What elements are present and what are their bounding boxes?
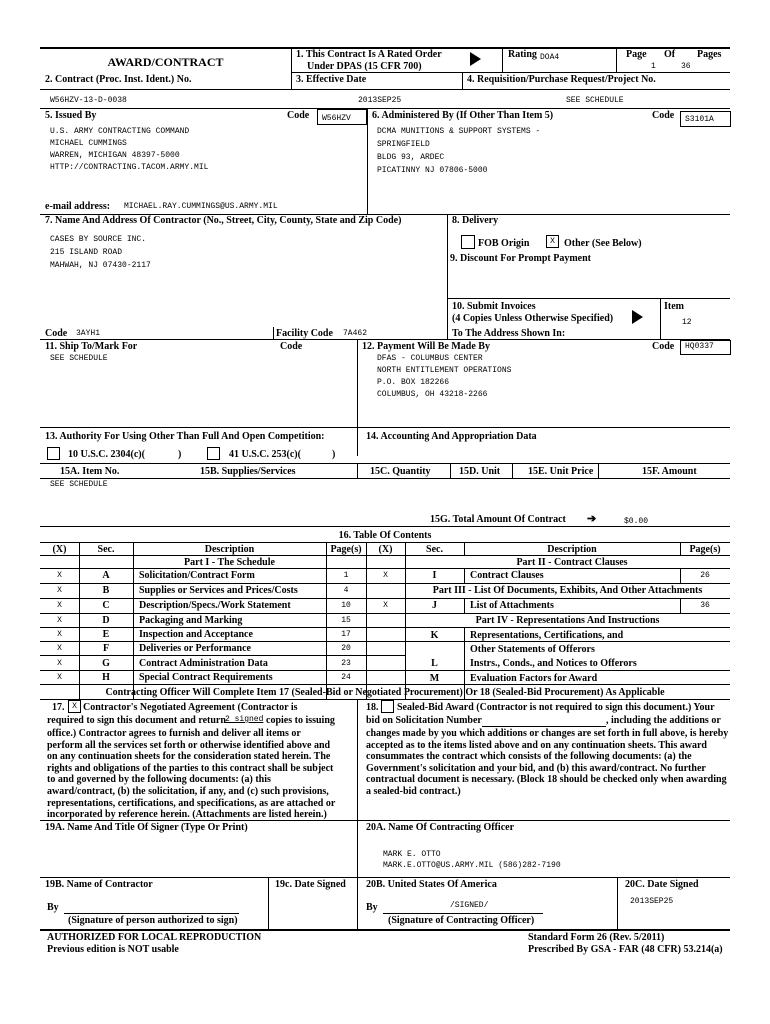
toc-pages: 36 xyxy=(700,601,710,610)
toc-part-4: Part IV - Representations And Instructions xyxy=(475,615,660,626)
fob-origin-label: FOB Origin xyxy=(478,238,530,249)
toc-desc: Packaging and Marking xyxy=(139,615,243,626)
contract-no-label: 2. Contract (Proc. Inst. Ident.) No. xyxy=(45,74,192,85)
payment-code: HQ0337 xyxy=(685,342,714,351)
toc-desc: Contract Administration Data xyxy=(139,658,268,669)
negotiated-agreement-text: to and governed by the following documents: (a) this xyxy=(47,774,271,786)
negotiated-agreement-text: perform all the services set forth or otherwise identified above and xyxy=(47,739,331,751)
issued-by-label: 5. Issued By xyxy=(45,110,97,121)
authority-label: 13. Authority For Using Other Than Full And Open Competition: xyxy=(45,431,325,442)
toc-part-2: Part II - Contract Clauses xyxy=(516,557,628,568)
toc-x-mark: X xyxy=(57,586,62,595)
toc-sec: L xyxy=(431,658,438,669)
contractor-code: 3AYH1 xyxy=(76,329,101,338)
toc-sec: I xyxy=(432,570,437,581)
toc-desc: Other Statements of Offerors xyxy=(470,644,595,655)
requisition-label: 4. Requisition/Purchase Request/Project No. xyxy=(467,74,656,85)
administered-by-line: PICATINNY NJ 07806-5000 xyxy=(377,166,488,175)
toc-sec: C xyxy=(102,600,110,611)
amount-header: 15F. Amount xyxy=(642,466,697,477)
authority-41usc-label: 41 U.S.C. 253(c)( xyxy=(229,449,301,460)
toc-col-desc: Description xyxy=(547,544,597,555)
sealed-bid-text: a sealed-bid contract.) xyxy=(366,786,461,797)
contractor-code-label: Code xyxy=(45,328,68,339)
toc-pages: 20 xyxy=(341,644,351,653)
sealed-bid-text: contractual document is necessary. (Block 18 should be checked only when awarding xyxy=(366,774,727,786)
ship-to-value: SEE SCHEDULE xyxy=(50,354,108,363)
ship-to-label: 11. Ship To/Mark For xyxy=(45,341,138,352)
toc-desc: Evaluation Factors for Award xyxy=(470,673,598,684)
facility-code: 7A462 xyxy=(343,329,368,338)
toc-x-mark: X xyxy=(57,571,62,580)
standard-form-id: Standard Form 26 (Rev. 5/2011) xyxy=(528,932,665,943)
toc-sec: M xyxy=(429,673,440,684)
toc-x-mark: X xyxy=(57,616,62,625)
toc-part-3: Part III - List Of Documents, Exhibits, And Other Attachments xyxy=(432,585,703,596)
toc-col-pages: Page(s) xyxy=(689,544,721,555)
rated-order-label: 1. This Contract Is A Rated Order xyxy=(296,49,442,60)
officer-signature-line xyxy=(383,913,543,914)
item-17-num: 17. xyxy=(52,702,65,713)
signer-name-label: 19A. Name And Title Of Signer (Type Or Print) xyxy=(45,822,248,833)
ship-to-code-label: Code xyxy=(280,341,303,352)
total-amount-label: 15G. Total Amount Of Contract xyxy=(430,514,566,525)
other-see-below-checkbox[interactable]: X xyxy=(546,235,559,248)
toc-title: 16. Table Of Contents xyxy=(338,530,432,541)
sealed-bid-text: Government's solicitation and your bid, and (b) this award/contract. No further xyxy=(366,762,706,774)
officer-signature-caption: (Signature of Contracting Officer) xyxy=(388,915,535,926)
toc-pages: 24 xyxy=(341,673,351,682)
toc-part-1: Part I - The Schedule xyxy=(184,557,275,568)
fob-origin-checkbox[interactable] xyxy=(461,235,475,249)
toc-desc: Solicitation/Contract Form xyxy=(139,570,255,581)
rated-order-sub: Under DPAS (15 CFR 700) xyxy=(307,61,422,72)
quantity-header: 15C. Quantity xyxy=(370,466,431,477)
supplies-header: 15B. Supplies/Services xyxy=(200,466,296,477)
toc-x-mark: X xyxy=(57,630,62,639)
supplies-value: SEE SCHEDULE xyxy=(50,480,108,489)
delivery-label: 8. Delivery xyxy=(452,215,499,226)
toc-sec: D xyxy=(102,615,110,626)
signed-copies-value: 2 signed xyxy=(225,715,264,724)
administered-by-label: 6. Administered By (If Other Than Item 5) xyxy=(372,110,554,121)
authority-10usc-close: ) xyxy=(178,449,182,460)
issued-by-line: U.S. ARMY CONTRACTING COMMAND xyxy=(50,127,190,136)
toc-pages: 4 xyxy=(343,586,349,595)
payment-code-label: Code xyxy=(652,341,675,352)
email-label: e-mail address: xyxy=(45,201,111,212)
toc-desc: Instrs., Conds., and Notices to Offerors xyxy=(470,658,637,669)
toc-sec: G xyxy=(102,658,110,669)
toc-col-pages: Page(s) xyxy=(330,544,362,555)
arrow-right-icon xyxy=(470,52,481,66)
negotiated-agreement-text: representations, certifications, and specifications, as are attached or xyxy=(47,797,336,809)
toc-desc: Inspection and Acceptance xyxy=(139,629,253,640)
contracting-officer-contact: MARK.E.OTTO@US.ARMY.MIL (586)282-7190 xyxy=(383,861,561,870)
sealed-bid-text: consummates the contract which consists of the following documents: (a) the xyxy=(366,751,692,763)
toc-desc: Representations, Certifications, and xyxy=(470,630,624,641)
arrow-right-icon xyxy=(632,310,643,324)
contractor-name-label: 19B. Name of Contractor xyxy=(45,879,153,890)
toc-sec: K xyxy=(430,630,439,641)
negotiated-agreement-text: rights and obligations of the parties to this contract shall be subject xyxy=(47,762,334,774)
contractor-date-label: 19c. Date Signed xyxy=(275,879,346,890)
authority-41usc-close: ) xyxy=(332,449,336,460)
total-amount-value: $0.00 xyxy=(624,517,649,526)
officer-signature-value: /SIGNED/ xyxy=(450,901,489,910)
toc-desc: Contract Clauses xyxy=(470,570,544,581)
authority-10usc-checkbox[interactable] xyxy=(47,447,60,460)
page-value: 1 xyxy=(651,62,656,71)
facility-code-label: Facility Code xyxy=(276,328,333,339)
toc-x-mark: X xyxy=(383,601,388,610)
sealed-bid-title: Sealed-Bid Award (Contractor is not required to sign this document.) Your xyxy=(397,702,715,713)
officer-date-label: 20C. Date Signed xyxy=(625,879,699,890)
usa-label: 20B. United States Of America xyxy=(366,879,497,890)
unit-header: 15D. Unit xyxy=(459,466,501,477)
toc-sec: F xyxy=(102,643,110,654)
toc-desc: Special Contract Requirements xyxy=(139,672,273,683)
administered-by-code-label: Code xyxy=(652,110,675,121)
sealed-bid-text: changes made by you which additions or changes are set forth in full above, is hereby xyxy=(366,728,729,739)
solicitation-number-field[interactable] xyxy=(482,726,606,727)
administered-by-line: DCMA MUNITIONS & SUPPORT SYSTEMS - xyxy=(377,127,541,136)
sealed-bid-text: bid on Solicitation Number xyxy=(366,715,482,726)
negotiated-agreement-text: office.) Contractor agrees to furnish and deliver all items or xyxy=(47,728,301,739)
of-label: Of xyxy=(664,49,676,60)
officer-date-value: 2013SEP25 xyxy=(630,897,674,906)
toc-desc: Supplies or Services and Prices/Costs xyxy=(139,585,298,596)
other-see-below-label: Other (See Below) xyxy=(564,238,642,249)
form-title: AWARD/CONTRACT xyxy=(107,55,224,69)
toc-col-x: (X) xyxy=(378,544,393,555)
prescribed-by: Prescribed By GSA - FAR (48 CFR) 53.214(a) xyxy=(528,944,723,955)
toc-pages: 10 xyxy=(341,601,351,610)
negotiated-agreement-text: award/contract, (b) the solicitation, if any, and (c) such provisions, xyxy=(47,786,329,797)
pages-value: 36 xyxy=(681,62,691,71)
toc-pages: 26 xyxy=(700,571,710,580)
payment-line: COLUMBUS, OH 43218-2266 xyxy=(377,390,488,399)
contractor-by-label: By xyxy=(47,902,59,913)
officer-by-label: By xyxy=(366,902,378,913)
toc-x-mark: X xyxy=(57,659,62,668)
sealed-bid-text: accepted as to the items listed above and on any continuation sheets. This award xyxy=(366,739,707,751)
payment-by-label: 12. Payment Will Be Made By xyxy=(362,341,490,352)
contracting-officer-name-label: 20A. Name Of Contracting Officer xyxy=(366,822,515,833)
toc-sec: H xyxy=(102,672,110,683)
submit-invoices-label: 10. Submit Invoices xyxy=(452,301,536,312)
sealed-bid-checkbox[interactable] xyxy=(381,700,394,713)
contracting-officer-name: MARK E. OTTO xyxy=(383,850,441,859)
item-label: Item xyxy=(664,301,684,312)
authority-41usc-checkbox[interactable] xyxy=(207,447,220,460)
toc-sec: A xyxy=(102,570,110,581)
payment-line: P.O. BOX 182266 xyxy=(377,378,450,387)
toc-desc: Description/Specs./Work Statement xyxy=(139,600,291,611)
negotiated-agreement-text: copies to issuing xyxy=(266,715,335,726)
administered-by-line: SPRINGFIELD xyxy=(377,140,430,149)
negotiated-agreement-text: required to sign this document and return xyxy=(47,715,226,726)
item-18-num: 18. xyxy=(366,702,379,713)
toc-x-mark: X xyxy=(57,644,62,653)
pages-label: Pages xyxy=(697,49,722,60)
toc-pages: 17 xyxy=(341,630,351,639)
toc-x-mark: X xyxy=(383,571,388,580)
issued-by-code: W56HZV xyxy=(322,114,351,123)
toc-pages: 23 xyxy=(341,659,351,668)
payment-line: DFAS - COLUMBUS CENTER xyxy=(377,354,483,363)
negotiated-agreement-checkbox[interactable]: X xyxy=(68,700,81,713)
contractor-line: MAHWAH, NJ 07430-2117 xyxy=(50,261,151,270)
contract-no-value: W56HZV-13-D-0038 xyxy=(50,96,127,105)
email-value: MICHAEL.RAY.CUMMINGS@US.ARMY.MIL xyxy=(124,202,278,211)
unit-price-header: 15E. Unit Price xyxy=(528,466,594,477)
sealed-bid-text: , including the additions or xyxy=(606,715,721,726)
submit-invoices-copies: (4 Copies Unless Otherwise Specified) xyxy=(452,313,614,324)
toc-pages: 1 xyxy=(343,571,349,580)
issued-by-code-label: Code xyxy=(287,110,310,121)
toc-col-sec: Sec. xyxy=(97,544,115,555)
contracting-officer-note: Contracting Officer Will Complete Item 17 (Sealed-Bid or Negotiated Procurement) Or 18 (Sealed-Bid Procurement) As Applicable xyxy=(105,687,665,698)
issued-by-line: HTTP://CONTRACTING.TACOM.ARMY.MIL xyxy=(50,163,209,172)
previous-edition-note: Previous edition is NOT usable xyxy=(47,944,179,955)
contractor-signature-line[interactable] xyxy=(64,913,239,914)
contractor-signature-caption: (Signature of person authorized to sign) xyxy=(68,915,238,926)
arrow-right-icon: ➔ xyxy=(587,513,597,525)
rating-value: DOA4 xyxy=(540,53,560,62)
effective-date-label: 3. Effective Date xyxy=(296,74,367,85)
toc-x-mark: X xyxy=(57,673,62,682)
negotiated-agreement-title: Contractor's Negotiated Agreement (Contractor is xyxy=(83,702,298,713)
toc-sec: B xyxy=(102,585,110,596)
requisition-value: SEE SCHEDULE xyxy=(566,96,624,105)
toc-pages: 15 xyxy=(341,616,351,625)
payment-line: NORTH ENTITLEMENT OPERATIONS xyxy=(377,366,512,375)
effective-date-value: 2013SEP25 xyxy=(358,96,402,105)
contractor-label: 7. Name And Address Of Contractor (No., Street, City, County, State and Zip Code) xyxy=(45,215,402,226)
toc-col-desc: Description xyxy=(204,544,255,555)
page-label: Page xyxy=(626,49,647,60)
item-value: 12 xyxy=(682,318,692,327)
issued-by-line: WARREN, MICHIGAN 48397-5000 xyxy=(50,151,180,160)
reproduction-note: AUTHORIZED FOR LOCAL REPRODUCTION xyxy=(47,932,262,943)
contractor-line: CASES BY SOURCE INC. xyxy=(50,235,147,244)
administered-by-line: BLDG 93, ARDEC xyxy=(377,153,445,162)
accounting-label: 14. Accounting And Appropriation Data xyxy=(366,431,537,442)
contractor-line: 215 ISLAND ROAD xyxy=(50,248,123,257)
toc-col-sec: Sec. xyxy=(426,544,443,555)
rating-label: Rating xyxy=(508,49,537,60)
authority-10usc-label: 10 U.S.C. 2304(c)( xyxy=(68,449,145,460)
toc-x-mark: X xyxy=(57,601,62,610)
item-no-header: 15A. Item No. xyxy=(60,466,120,477)
toc-sec: E xyxy=(102,629,110,640)
negotiated-agreement-text: incorporated by reference herein. (Attachments are listed herein.) xyxy=(47,809,327,821)
discount-label: 9. Discount For Prompt Payment xyxy=(450,253,592,264)
submit-invoices-address: To The Address Shown In: xyxy=(452,328,566,339)
toc-col-x: (X) xyxy=(52,544,67,555)
toc-desc: List of Attachments xyxy=(470,600,554,611)
negotiated-agreement-text: on any continuation sheets for the consideration stated herein. The xyxy=(47,751,331,763)
toc-desc: Deliveries or Performance xyxy=(139,643,251,654)
administered-by-code: S3101A xyxy=(685,115,714,124)
toc-sec: J xyxy=(432,600,437,611)
issued-by-line: MICHAEL CUMMINGS xyxy=(50,139,127,148)
